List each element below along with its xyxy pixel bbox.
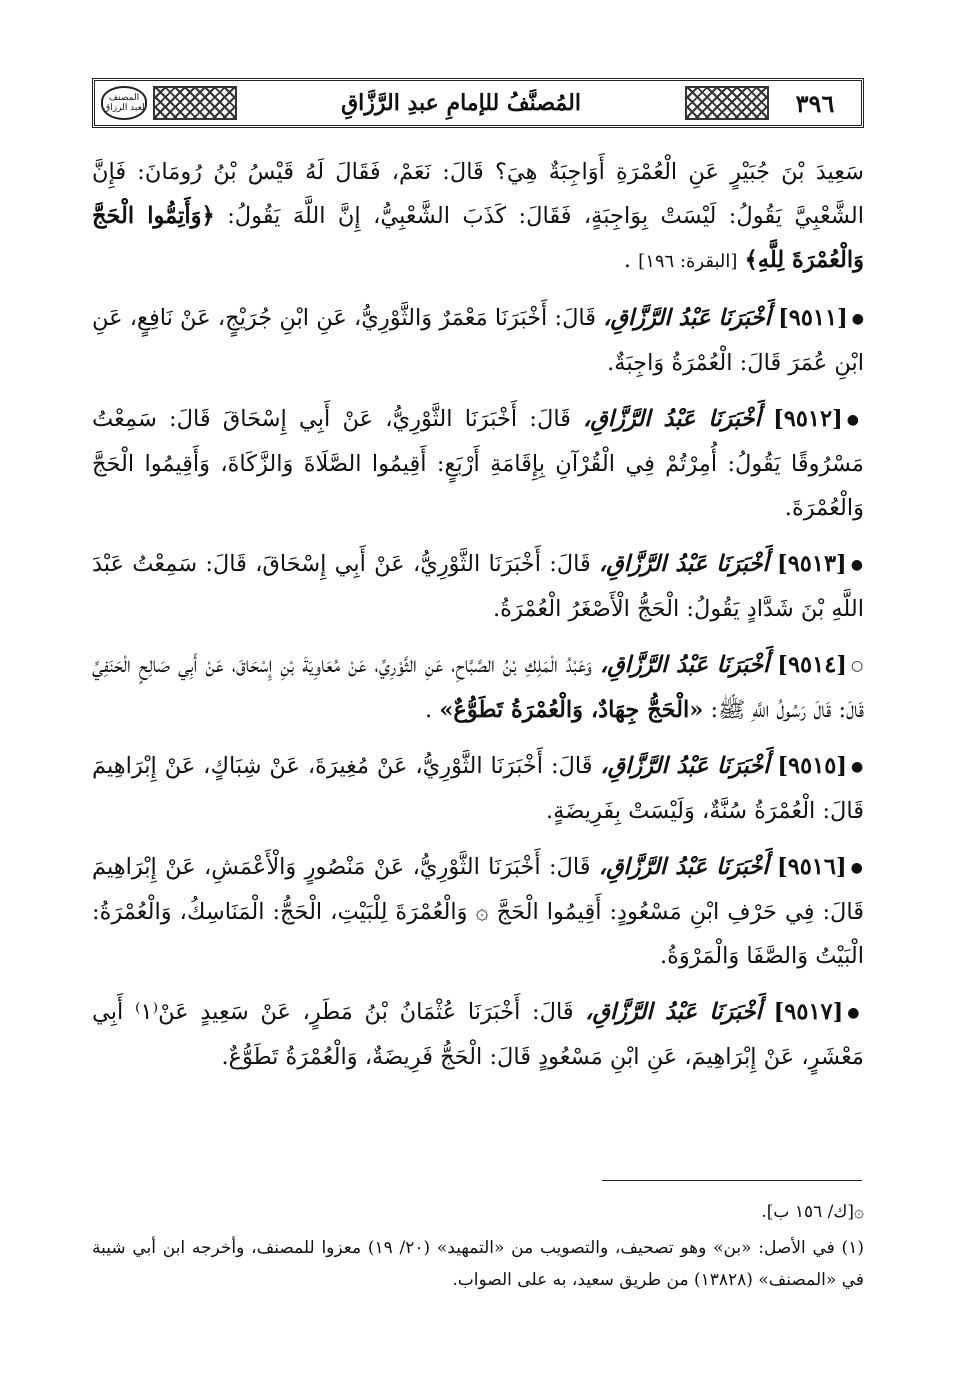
hadith-end: . — [425, 697, 433, 723]
hadith-entry — [92, 296, 864, 385]
hadith-text: قَالَ: أَخْبَرَنَا عُثْمَانُ بْنُ مَطَرٍ، عَنْ سَعِيدٍ عَنْ⁽١⁾ أَبِي مَعْشَرٍ، عَنْ إِبْرَاهِيمَ، عَنِ ابْنِ مَسْعُودٍ قَالَ: الْحَجُّ فَرِيضَةٌ، وَالْعُمْرَةُ تَطَوُّعٌ. — [92, 999, 864, 1070]
hadith-entry — [92, 990, 864, 1079]
hadith-text: قَالَ: أَخْبَرَنَا الثَّوْرِيُّ، عَنْ أَبِي إِسْحَاقَ، قَالَ: سَمِعْتُ عَبْدَ اللَّهِ بْنَ شَدَّادٍ يَقُولُ: الْحَجُّ الْأَصْغَرُ الْعُمْرَةُ. — [92, 551, 864, 622]
manuscript-marker-note: ۞[ك/ ١٥٦ ب]. — [761, 1202, 864, 1222]
bullet-icon: ● — [850, 860, 865, 876]
verse-reference: [البقرة: ١٩٦] — [638, 251, 738, 272]
hadith-number: [٩٥١١] — [778, 305, 848, 331]
footnotes — [92, 1196, 864, 1300]
intro-paragraph — [92, 150, 864, 284]
hadith-number: [٩٥١٦] — [776, 854, 847, 880]
bullet-icon: ● — [846, 412, 865, 428]
hadith-number: [٩٥١٣] — [777, 551, 847, 577]
isnad-opening: أَخْبَرَنَا عَبْدُ الرَّزَّاقِ، — [583, 406, 761, 432]
footnote-divider — [602, 1180, 862, 1181]
header-right — [685, 86, 855, 120]
isnad-opening: أَخْبَرَنَا عَبْدُ الرَّزَّاقِ، — [600, 753, 770, 779]
running-title: المُصنَّفُ للإمامِ عبدِ الرَّزَّاقِ — [341, 90, 581, 116]
page-header — [92, 78, 864, 128]
hadith-text: قَالَ: أَخْبَرَنَا الثَّوْرِيُّ، عَنْ أَبِي إِسْحَاقَ قَالَ: سَمِعْتُ مَسْرُوقًا يَقُولُ: أُمِرْتُمْ فِي الْقُرْآنِ بِإِقَامَةِ أَرْبَعٍ: أَقِيمُوا الصَّلَاةَ وَالزَّكَاةَ، وَأَقِيمُوا الْحَجَّ وَالْعُمْرَةَ. — [92, 406, 864, 521]
isnad-opening: أَخْبَرَنَا عَبْدُ الرَّزَّاقِ، — [585, 999, 762, 1025]
intro-text: سَعِيدَ بْنَ جُبَيْرٍ عَنِ الْعُمْرَةِ أَوَاجِبَةٌ هِيَ؟ قَالَ: نَعَمْ، فَقَالَ لَهُ قَيْسُ بْنُ رُومَانَ: فَإِنَّ الشَّعْبِيَّ يَقُولُ: لَيْسَتْ بِوَاجِبَةٍ، فَقَالَ: كَذَبَ الشَّعْبِيُّ، إِنَّ اللَّهَ يَقُولُ: — [92, 159, 864, 229]
hadith-entry — [92, 643, 864, 732]
isnad-opening: أَخْبَرَنَا عَبْدُ الرَّزَّاقِ، — [603, 305, 771, 331]
bullet-icon: ● — [851, 311, 864, 327]
isnad-opening: أَخْبَرَنَا عَبْدُ الرَّزَّاقِ، — [599, 551, 769, 577]
hadith-text: قَالَ: أَخْبَرَنَا الثَّوْرِيُّ، عَنْ مَنْصُورٍ وَالْأَعْمَشِ، عَنْ إِبْرَاهِيمَ قَالَ: فِي حَرْفِ ابْنِ مَسْعُودٍ: أَقِيمُوا الْحَجَّ ۞ وَالْعُمْرَةَ لِلْبَيْتِ، الْحَجُّ: الْمَنَاسِكُ، وَالْعُمْرَةُ: الْبَيْتُ وَالصَّفَا وَالْمَرْوَةُ. — [92, 854, 864, 969]
footnote-1: (١) في الأصل: «بن» وهو تصحيف، والتصويب من «التمهيد» (٢٠/ ١٩) معزوا للمصنف، وأخرجه ابن أبي شيبة في «المصنف» (١٣٨٢٨) من طريق سعيد، به على الصواب. — [92, 1238, 864, 1290]
isnad-opening: أَخْبَرَنَا عَبْدُ الرَّزَّاقِ، — [599, 652, 770, 678]
hadith-number: [٩٥١٥] — [777, 753, 848, 779]
hadith-entry — [92, 744, 864, 833]
main-text — [92, 150, 864, 1091]
header-left — [101, 86, 237, 120]
bullet-icon: ● — [850, 557, 865, 573]
page-number: ٣٩٦ — [795, 88, 835, 118]
isnad-opening: أَخْبَرَنَا عَبْدُ الرَّزَّاقِ، — [598, 854, 769, 880]
hollow-bullet-icon: ○ — [850, 658, 865, 674]
hadith-entry — [92, 845, 864, 978]
hadith-entry — [92, 542, 864, 631]
hadith-text: قَالَ: أَخْبَرَنَا الثَّوْرِيُّ، عَنْ مُغِيرَةَ، عَنْ شِبَاكٍ، عَنْ إِبْرَاهِيمَ قَالَ: الْعُمْرَةُ سُنَّةٌ، وَلَيْسَتْ بِفَرِيضَةٍ. — [92, 753, 864, 824]
prophetic-saying: «الْحَجُّ جِهَادٌ، وَالْعُمْرَةُ تَطَوُّعٌ» — [439, 697, 704, 723]
hadith-number: [٩٥١٢] — [773, 406, 843, 432]
ornament-right — [685, 86, 769, 120]
hadith-text: وَعَبْدُ الْمَلِكِ بْنُ الصَّبَّاحِ، عَنِ الثَّوْرِيِّ، عَنْ مُعَاوِيَةَ بْنِ إِسْحَاقَ، عَنْ أَبِي صَالِحٍ الْحَنَفِيِّ قَالَ: قَالَ رَسُولُ اللَّهِ ﷺ: — [92, 652, 864, 723]
hadith-number: [٩٥١٧] — [773, 999, 844, 1025]
ornament-left — [153, 86, 237, 120]
quran-verse: ﴿وَأَتِمُّوا الْحَجَّ وَالْعُمْرَةَ لِلَّهِ﴾ — [92, 203, 864, 273]
hadith-number: [٩٥١٤] — [777, 652, 847, 678]
book-emblem-left — [101, 86, 147, 120]
hadith-entry — [92, 397, 864, 530]
hadith-text: قَالَ: أَخْبَرَنَا مَعْمَرٌ وَالثَّوْرِيُّ، عَنِ ابْنِ جُرَيْجٍ، عَنْ نَافِعٍ، عَنِ ابْنِ عُمَرَ قَالَ: الْعُمْرَةُ وَاجِبَةٌ. — [92, 305, 864, 376]
intro-end: . — [623, 247, 632, 273]
bullet-icon: ● — [851, 759, 865, 775]
bullet-icon: ● — [847, 1005, 865, 1021]
emblem-left-label: المصنف لعبد الرزاق — [103, 93, 145, 113]
